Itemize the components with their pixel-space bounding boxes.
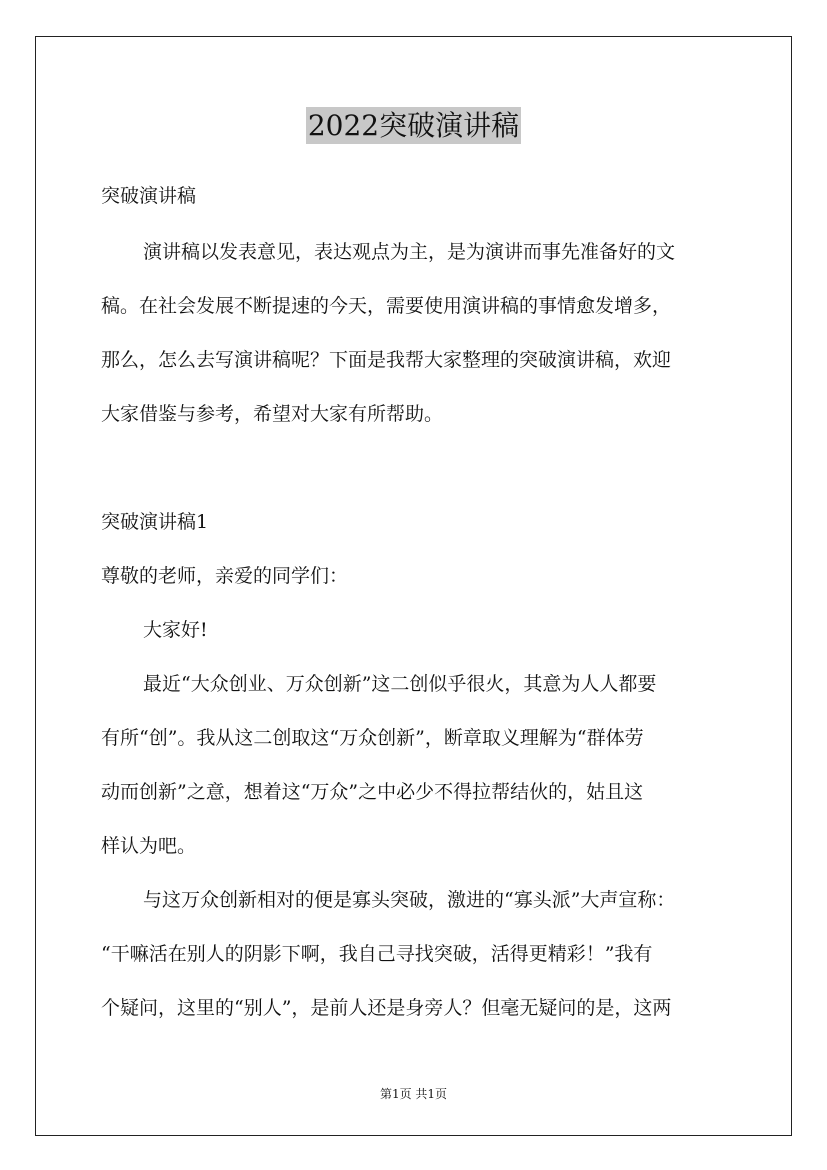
subheading: 突破演讲稿 [101,185,197,207]
paragraph-line: 样认为吧。 [101,835,197,857]
paragraph-line: 那么，怎么去写演讲稿呢？下面是我帮大家整理的突破演讲稿，欢迎 [101,349,672,371]
document-title-container [0,104,827,144]
paragraph-line: 个疑问，这里的“别人”，是前人还是身旁人？但毫无疑问的是，这两 [101,997,672,1019]
document-title: 2022突破演讲稿 [307,109,520,142]
paragraph-line: 有所“创”。我从这二创取这“万众创新”，断章取义理解为“群体劳 [101,727,644,749]
greeting: 大家好! [143,619,208,641]
salutation: 尊敬的老师，亲爱的同学们： [101,565,349,587]
paragraph-line: 稿。在社会发展不断提速的今天，需要使用演讲稿的事情愈发增多， [101,295,672,317]
section-heading: 突破演讲稿1 [101,511,209,533]
paragraph-line: 最近“大众创业、万众创新”这二创似乎很火，其意为人人都要 [143,673,657,695]
page-number: 第1页 共1页 [379,1087,448,1101]
paragraph-line: 演讲稿以发表意见，表达观点为主，是为演讲而事先准备好的文 [143,241,676,263]
paragraph-line: 与这万众创新相对的便是寡头突破，激进的“寡头派”大声宣称： [143,889,676,911]
paragraph-line: 动而创新”之意，想着这“万众”之中必少不得拉帮结伙的，姑且这 [101,781,644,803]
paragraph-line: “干嘛活在别人的阴影下啊，我自己寻找突破，活得更精彩！”我有 [101,943,653,965]
paragraph-line: 大家借鉴与参考，希望对大家有所帮助。 [101,403,444,425]
